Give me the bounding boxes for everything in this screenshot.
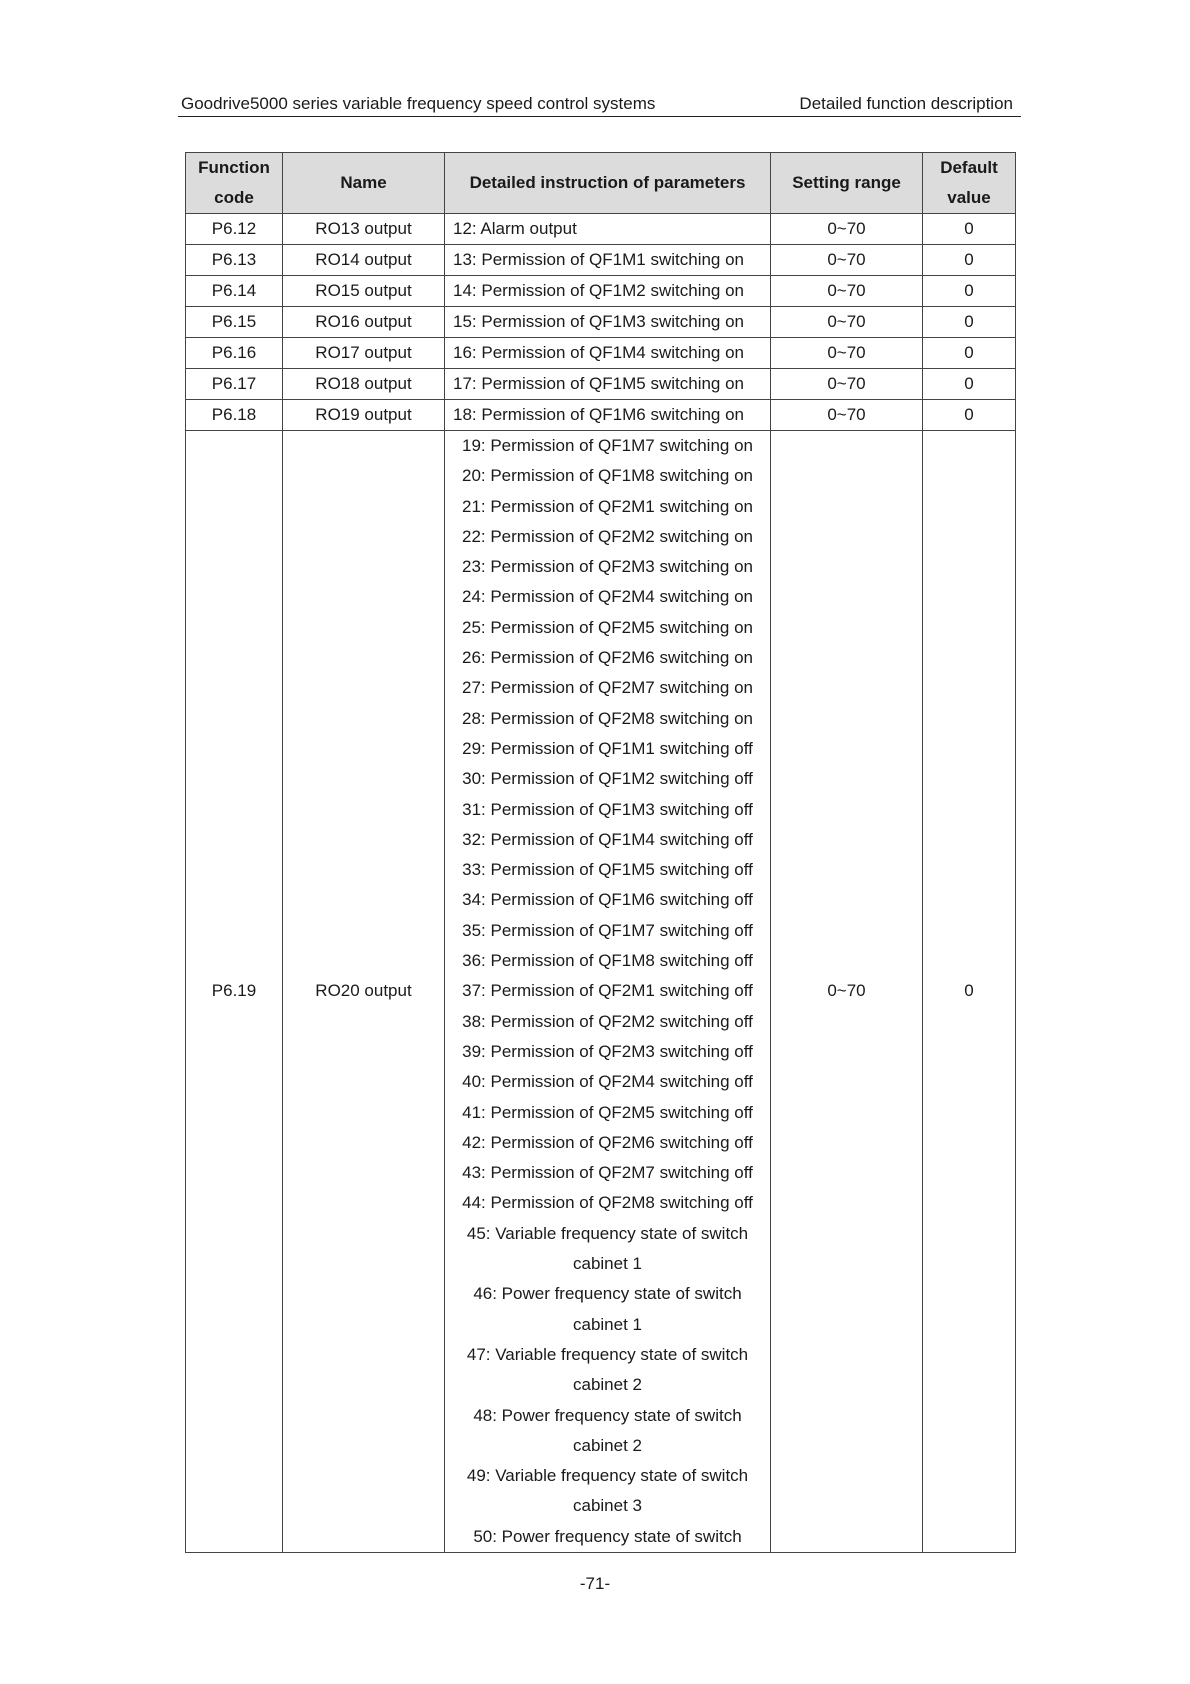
detail-line: 46: Power frequency state of switch [473, 1284, 742, 1304]
cell-default: 0 [923, 214, 1016, 245]
detail-line: 39: Permission of QF2M3 switching off [462, 1041, 753, 1061]
table-row [186, 307, 1016, 338]
table-row-p6-19 [186, 431, 1016, 1553]
cell-default: 0 [923, 400, 1016, 431]
cell-name: RO14 output [283, 245, 445, 276]
cell-detail: 13: Permission of QF1M1 switching on [445, 245, 771, 276]
detail-line: 40: Permission of QF2M4 switching off [462, 1072, 753, 1092]
detail-line: 23: Permission of QF2M3 switching on [461, 557, 753, 577]
detail-line: 31: Permission of QF1M3 switching off [462, 799, 753, 819]
detail-line: 19: Permission of QF1M7 switching on [461, 436, 753, 455]
detail-line: 43: Permission of QF2M7 switching off [462, 1163, 753, 1183]
cell-code: P6.15 [186, 307, 283, 338]
cell-code: P6.12 [186, 214, 283, 245]
header-default-line1: Default [940, 158, 998, 177]
table-header-row [186, 153, 1016, 214]
detail-line: 32: Permission of QF1M4 switching off [462, 829, 753, 849]
detail-line: 36: Permission of QF1M8 switching off [462, 951, 753, 971]
cell-code: P6.14 [186, 276, 283, 307]
detail-line: 45: Variable frequency state of switch [466, 1223, 749, 1243]
detail-line: 38: Permission of QF2M2 switching off [462, 1011, 753, 1031]
header-default-line2: value [947, 188, 991, 207]
table-row [186, 276, 1016, 307]
column-header-function-code [186, 153, 283, 214]
table-row [186, 369, 1016, 400]
detail-line: 22: Permission of QF2M2 switching on [461, 526, 753, 546]
cell-default: 0 [923, 369, 1016, 400]
cell-range: 0~70 [771, 400, 923, 431]
cell-name: RO13 output [283, 214, 445, 245]
cell-code: P6.19 [186, 431, 283, 1553]
table-row [186, 400, 1016, 431]
detail-line: 48: Power frequency state of switch [473, 1405, 742, 1425]
cell-detail: 15: Permission of QF1M3 switching on [445, 307, 771, 338]
detail-line: 30: Permission of QF1M2 switching off [462, 769, 753, 789]
detail-line: 44: Permission of QF2M8 switching off [462, 1193, 753, 1213]
detail-line: 33: Permission of QF1M5 switching off [462, 860, 753, 880]
detail-line: 27: Permission of QF2M7 switching on [461, 678, 753, 698]
cell-range: 0~70 [771, 431, 923, 1553]
detail-line: 20: Permission of QF1M8 switching on [461, 466, 753, 486]
column-header-detail: Detailed instruction of parameters [445, 153, 771, 214]
cell-detail: 18: Permission of QF1M6 switching on [445, 400, 771, 431]
cell-range: 0~70 [771, 276, 923, 307]
cell-code: P6.16 [186, 338, 283, 369]
detail-line: 26: Permission of QF2M6 switching on [461, 648, 753, 668]
cell-default: 0 [923, 245, 1016, 276]
cell-default: 0 [923, 307, 1016, 338]
cell-name: RO19 output [283, 400, 445, 431]
cell-code: P6.17 [186, 369, 283, 400]
header-title: Goodrive5000 series variable frequency speed control systems [181, 94, 656, 113]
cell-detail: 16: Permission of QF1M4 switching on [445, 338, 771, 369]
cell-range: 0~70 [771, 214, 923, 245]
table-row [186, 338, 1016, 369]
cell-detail: 14: Permission of QF1M2 switching on [445, 276, 771, 307]
detail-line: 28: Permission of QF2M8 switching on [461, 708, 753, 728]
detail-line: 25: Permission of QF2M5 switching on [461, 617, 753, 637]
cell-detail: 12: Alarm output [445, 214, 771, 245]
parameter-table [185, 152, 1016, 1553]
detail-line: cabinet 2 [573, 1375, 642, 1395]
cell-name: RO15 output [283, 276, 445, 307]
cell-range: 0~70 [771, 307, 923, 338]
detail-line: 50: Power frequency state of switch [473, 1526, 742, 1546]
cell-code: P6.13 [186, 245, 283, 276]
column-header-range: Setting range [771, 153, 923, 214]
cell-name: RO18 output [283, 369, 445, 400]
detail-line: 47: Variable frequency state of switch [466, 1344, 749, 1364]
detail-line-list [445, 431, 770, 1552]
detail-line: 49: Variable frequency state of switch [466, 1466, 749, 1486]
cell-name: RO17 output [283, 338, 445, 369]
detail-line: 29: Permission of QF1M1 switching off [462, 738, 753, 758]
header-function-line2: code [214, 188, 254, 207]
cell-range: 0~70 [771, 245, 923, 276]
cell-default: 0 [923, 431, 1016, 1553]
cell-default: 0 [923, 276, 1016, 307]
column-header-default [923, 153, 1016, 214]
cell-name: RO16 output [283, 307, 445, 338]
cell-range: 0~70 [771, 369, 923, 400]
detail-line: 42: Permission of QF2M6 switching off [462, 1132, 753, 1152]
detail-line: 21: Permission of QF2M1 switching on [461, 496, 753, 516]
header-function-line1: Function [198, 158, 270, 177]
page-header [178, 92, 1021, 117]
detail-line: cabinet 2 [573, 1435, 642, 1455]
table-row [186, 245, 1016, 276]
cell-detail: 17: Permission of QF1M5 switching on [445, 369, 771, 400]
page-number: -71- [579, 1574, 611, 1593]
cell-range: 0~70 [771, 338, 923, 369]
cell-name: RO20 output [283, 431, 445, 1553]
cell-code: P6.18 [186, 400, 283, 431]
column-header-name: Name [283, 153, 445, 214]
table-row [186, 214, 1016, 245]
detail-line: 35: Permission of QF1M7 switching off [462, 920, 753, 940]
header-section: Detailed function description [799, 94, 1013, 113]
detail-line: 34: Permission of QF1M6 switching off [462, 890, 753, 910]
cell-default: 0 [923, 338, 1016, 369]
detail-line: cabinet 1 [573, 1254, 642, 1274]
detail-line: 37: Permission of QF2M1 switching off [462, 981, 753, 1001]
cell-detail-list [445, 431, 771, 1553]
detail-line: cabinet 1 [573, 1314, 642, 1334]
detail-line: 24: Permission of QF2M4 switching on [461, 587, 753, 607]
detail-line: 41: Permission of QF2M5 switching off [462, 1102, 753, 1122]
detail-line: cabinet 3 [573, 1496, 642, 1516]
